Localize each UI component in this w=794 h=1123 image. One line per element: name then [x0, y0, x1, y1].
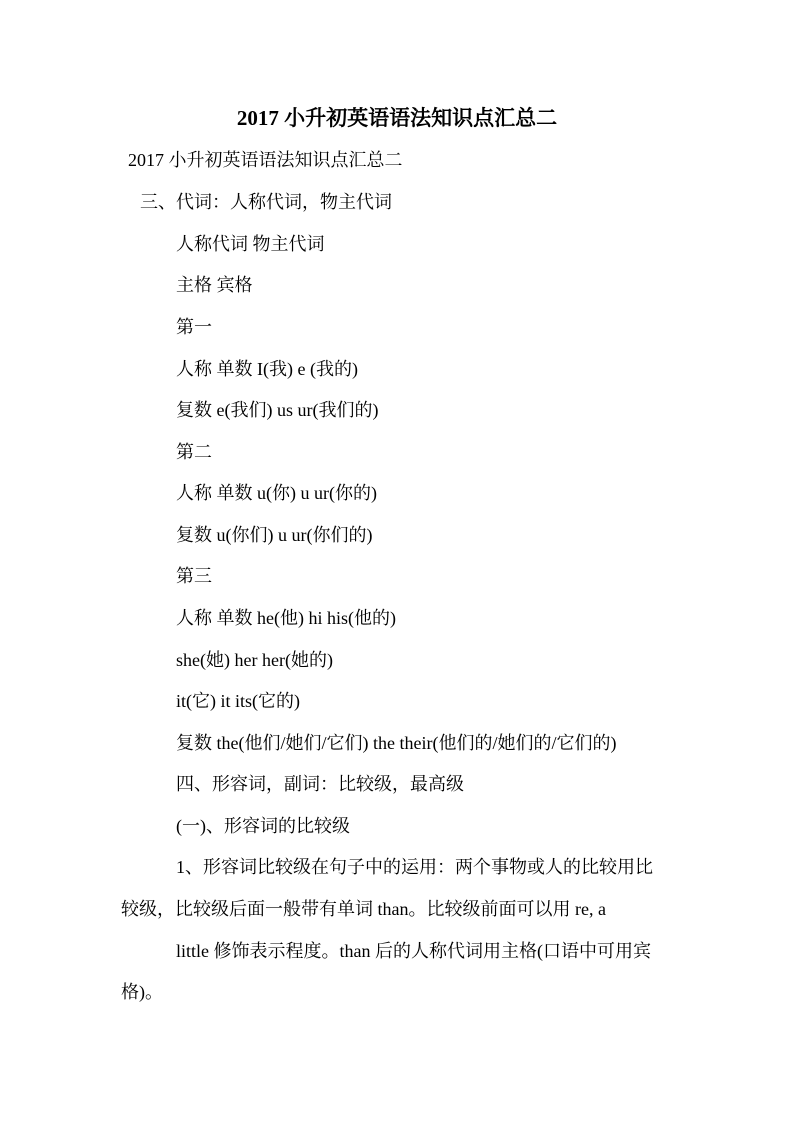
paragraph-line: 格)。 [121, 982, 163, 1002]
text-line: 复数 u(你们) u ur(你们的) [176, 525, 373, 545]
paragraph-line: 较级，比较级后面一般带有单词 than。比较级前面可以用 re, a [121, 899, 606, 919]
text-line: 人称 单数 he(他) hi his(他的) [176, 608, 396, 628]
text-line: she(她) her her(她的) [176, 650, 333, 670]
section-heading-adjectives: 四、形容词，副词：比较级，最高级 [176, 774, 464, 794]
text-line: 第一 [176, 317, 212, 337]
text-line: 复数 e(我们) us ur(我们的) [176, 400, 379, 420]
paragraph-line: 1、形容词比较级在句子中的运用：两个事物或人的比较用比 [176, 857, 653, 877]
text-line: it(它) it its(它的) [176, 691, 300, 711]
text-line: 人称 单数 u(你) u ur(你的) [176, 483, 377, 503]
subsection-heading: (一)、形容词的比较级 [176, 816, 350, 836]
paragraph-line: little 修饰表示程度。than 后的人称代词用主格(口语中可用宾 [176, 941, 651, 961]
section-heading-pronouns: 三、代词：人称代词，物主代词 [140, 192, 392, 212]
text-line: 复数 the(他们/她们/它们) the their(他们的/她们的/它们的) [176, 733, 617, 753]
text-line: 人称 单数 I(我) e (我的) [176, 359, 358, 379]
text-line: 人称代词 物主代词 [176, 234, 325, 254]
text-line: 第二 [176, 442, 212, 462]
document-subtitle: 2017 小升初英语语法知识点汇总二 [128, 150, 403, 170]
text-line: 主格 宾格 [176, 275, 253, 295]
document-title: 2017 小升初英语语法知识点汇总二 [236, 106, 558, 130]
text-line: 第三 [176, 566, 212, 586]
